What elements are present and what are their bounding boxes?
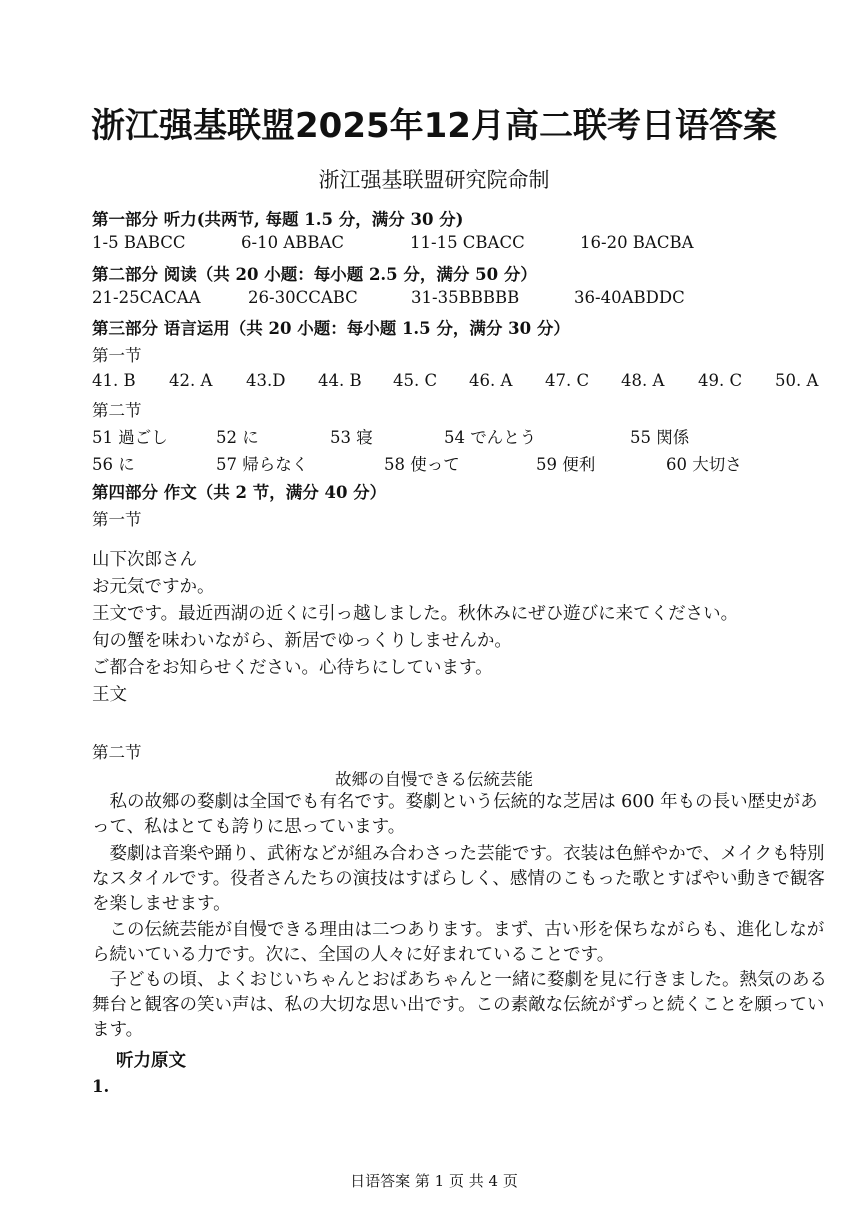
part2-answer: 21-25CACAA — [92, 288, 201, 307]
part4-section2-label: 第二节 — [92, 743, 142, 762]
page-title: 浙江强基联盟2025年12月高二联考日语答案 — [91, 106, 777, 146]
part3-section1-label: 第一节 — [92, 346, 142, 365]
part1-answer: 1-5 BABCC — [92, 233, 186, 252]
part1-answer: 11-15 CBACC — [410, 233, 525, 252]
part3-answer: 50. A — [775, 371, 819, 390]
part3-fill-answer: 54 でんとう — [444, 428, 537, 447]
part3-answer: 44. B — [318, 371, 362, 390]
essay-title: 故郷の自慢できる伝統芸能 — [335, 770, 533, 789]
letter-line: 王文です。最近西湖の近くに引っ越しました。秋休みにぜひ遊びに来てください。 — [92, 604, 739, 624]
part3-heading: 第三部分 语言运用（共 20 小题：每小题 1.5 分，满分 30 分） — [92, 319, 570, 338]
part2-answer: 26-30CCABC — [248, 288, 358, 307]
part4-heading: 第四部分 作文（共 2 节，满分 40 分） — [92, 483, 387, 502]
part2-heading: 第二部分 阅读（共 20 小题：每小题 2.5 分，满分 50 分） — [92, 265, 537, 284]
part3-answer: 45. C — [393, 371, 438, 390]
part2-answer: 36-40ABDDC — [574, 288, 685, 307]
part3-answer: 43.D — [246, 371, 286, 390]
part3-fill-answer: 52 に — [216, 428, 259, 447]
part3-fill-answer: 55 関係 — [630, 428, 690, 447]
part3-answer: 46. A — [469, 371, 513, 390]
part3-fill-answer: 58 使って — [384, 455, 460, 474]
part1-answer: 16-20 BACBA — [580, 233, 694, 252]
part3-fill-answer: 51 過ごし — [92, 428, 168, 447]
part3-fill-answer: 59 便利 — [536, 455, 596, 474]
essay-paragraph: 婺劇は音楽や踊り、武術などが組み合わさった芸能です。衣装は色鮮やかで、メイクも特別なスタイルです。役者さんたちの演技はすばらしく、感情のこもった歌とすばやい動きで観客を楽しませます。 — [92, 844, 825, 914]
part3-answer: 42. A — [169, 371, 213, 390]
part3-fill-answer: 53 寝 — [330, 428, 373, 447]
part3-answer: 47. C — [545, 371, 590, 390]
part3-answer: 41. B — [92, 371, 136, 390]
letter-line: 王文 — [92, 685, 127, 705]
page-subtitle: 浙江强基联盟研究院命制 — [318, 168, 550, 192]
part3-section2-label: 第二节 — [92, 401, 142, 420]
part3-answer: 48. A — [621, 371, 665, 390]
essay-paragraph: 子どもの頃、よくおじいちゃんとおばあちゃんと一緒に婺劇を見に行きました。熱気のある舞台と観客の笑い声は、私の大切な思い出です。この素敵な伝統がずっと続くことを願っています。 — [92, 970, 827, 1040]
letter-line: ご都合をお知らせください。心待ちにしています。 — [92, 658, 493, 678]
page-footer: 日语答案 第 1 页 共 4 页 — [350, 1172, 518, 1190]
letter-line: お元気ですか。 — [92, 577, 215, 597]
letter-line: 旬の蟹を味わいながら、新居でゆっくりしませんか。 — [92, 631, 512, 651]
part3-fill-answer: 57 帰らなく — [216, 455, 309, 474]
part3-fill-answer: 60 大切さ — [666, 455, 742, 474]
part1-answer: 6-10 ABBAC — [241, 233, 345, 252]
part1-heading: 第一部分 听力(共两节, 每题 1.5 分，满分 30 分) — [92, 210, 464, 229]
part3-fill-answer: 56 に — [92, 455, 135, 474]
letter-line: 山下次郎さん — [92, 550, 197, 570]
part3-answer: 49. C — [698, 371, 743, 390]
listening-heading: 听力原文 — [116, 1051, 186, 1071]
essay-paragraph: 私の故郷の婺劇は全国でも有名です。婺劇という伝統的な芝居は 600 年もの長い歴史があって、私はとても誇りに思っています。 — [92, 792, 818, 837]
essay-paragraph: この伝統芸能が自慢できる理由は二つあります。まず、古い形を保ちながらも、進化しながら続いている力です。次に、全国の人々に好まれていることです。 — [92, 920, 825, 965]
part4-section1-label: 第一节 — [92, 510, 142, 529]
listening-item: 1. — [92, 1077, 110, 1096]
part2-answer: 31-35BBBBB — [411, 288, 520, 307]
